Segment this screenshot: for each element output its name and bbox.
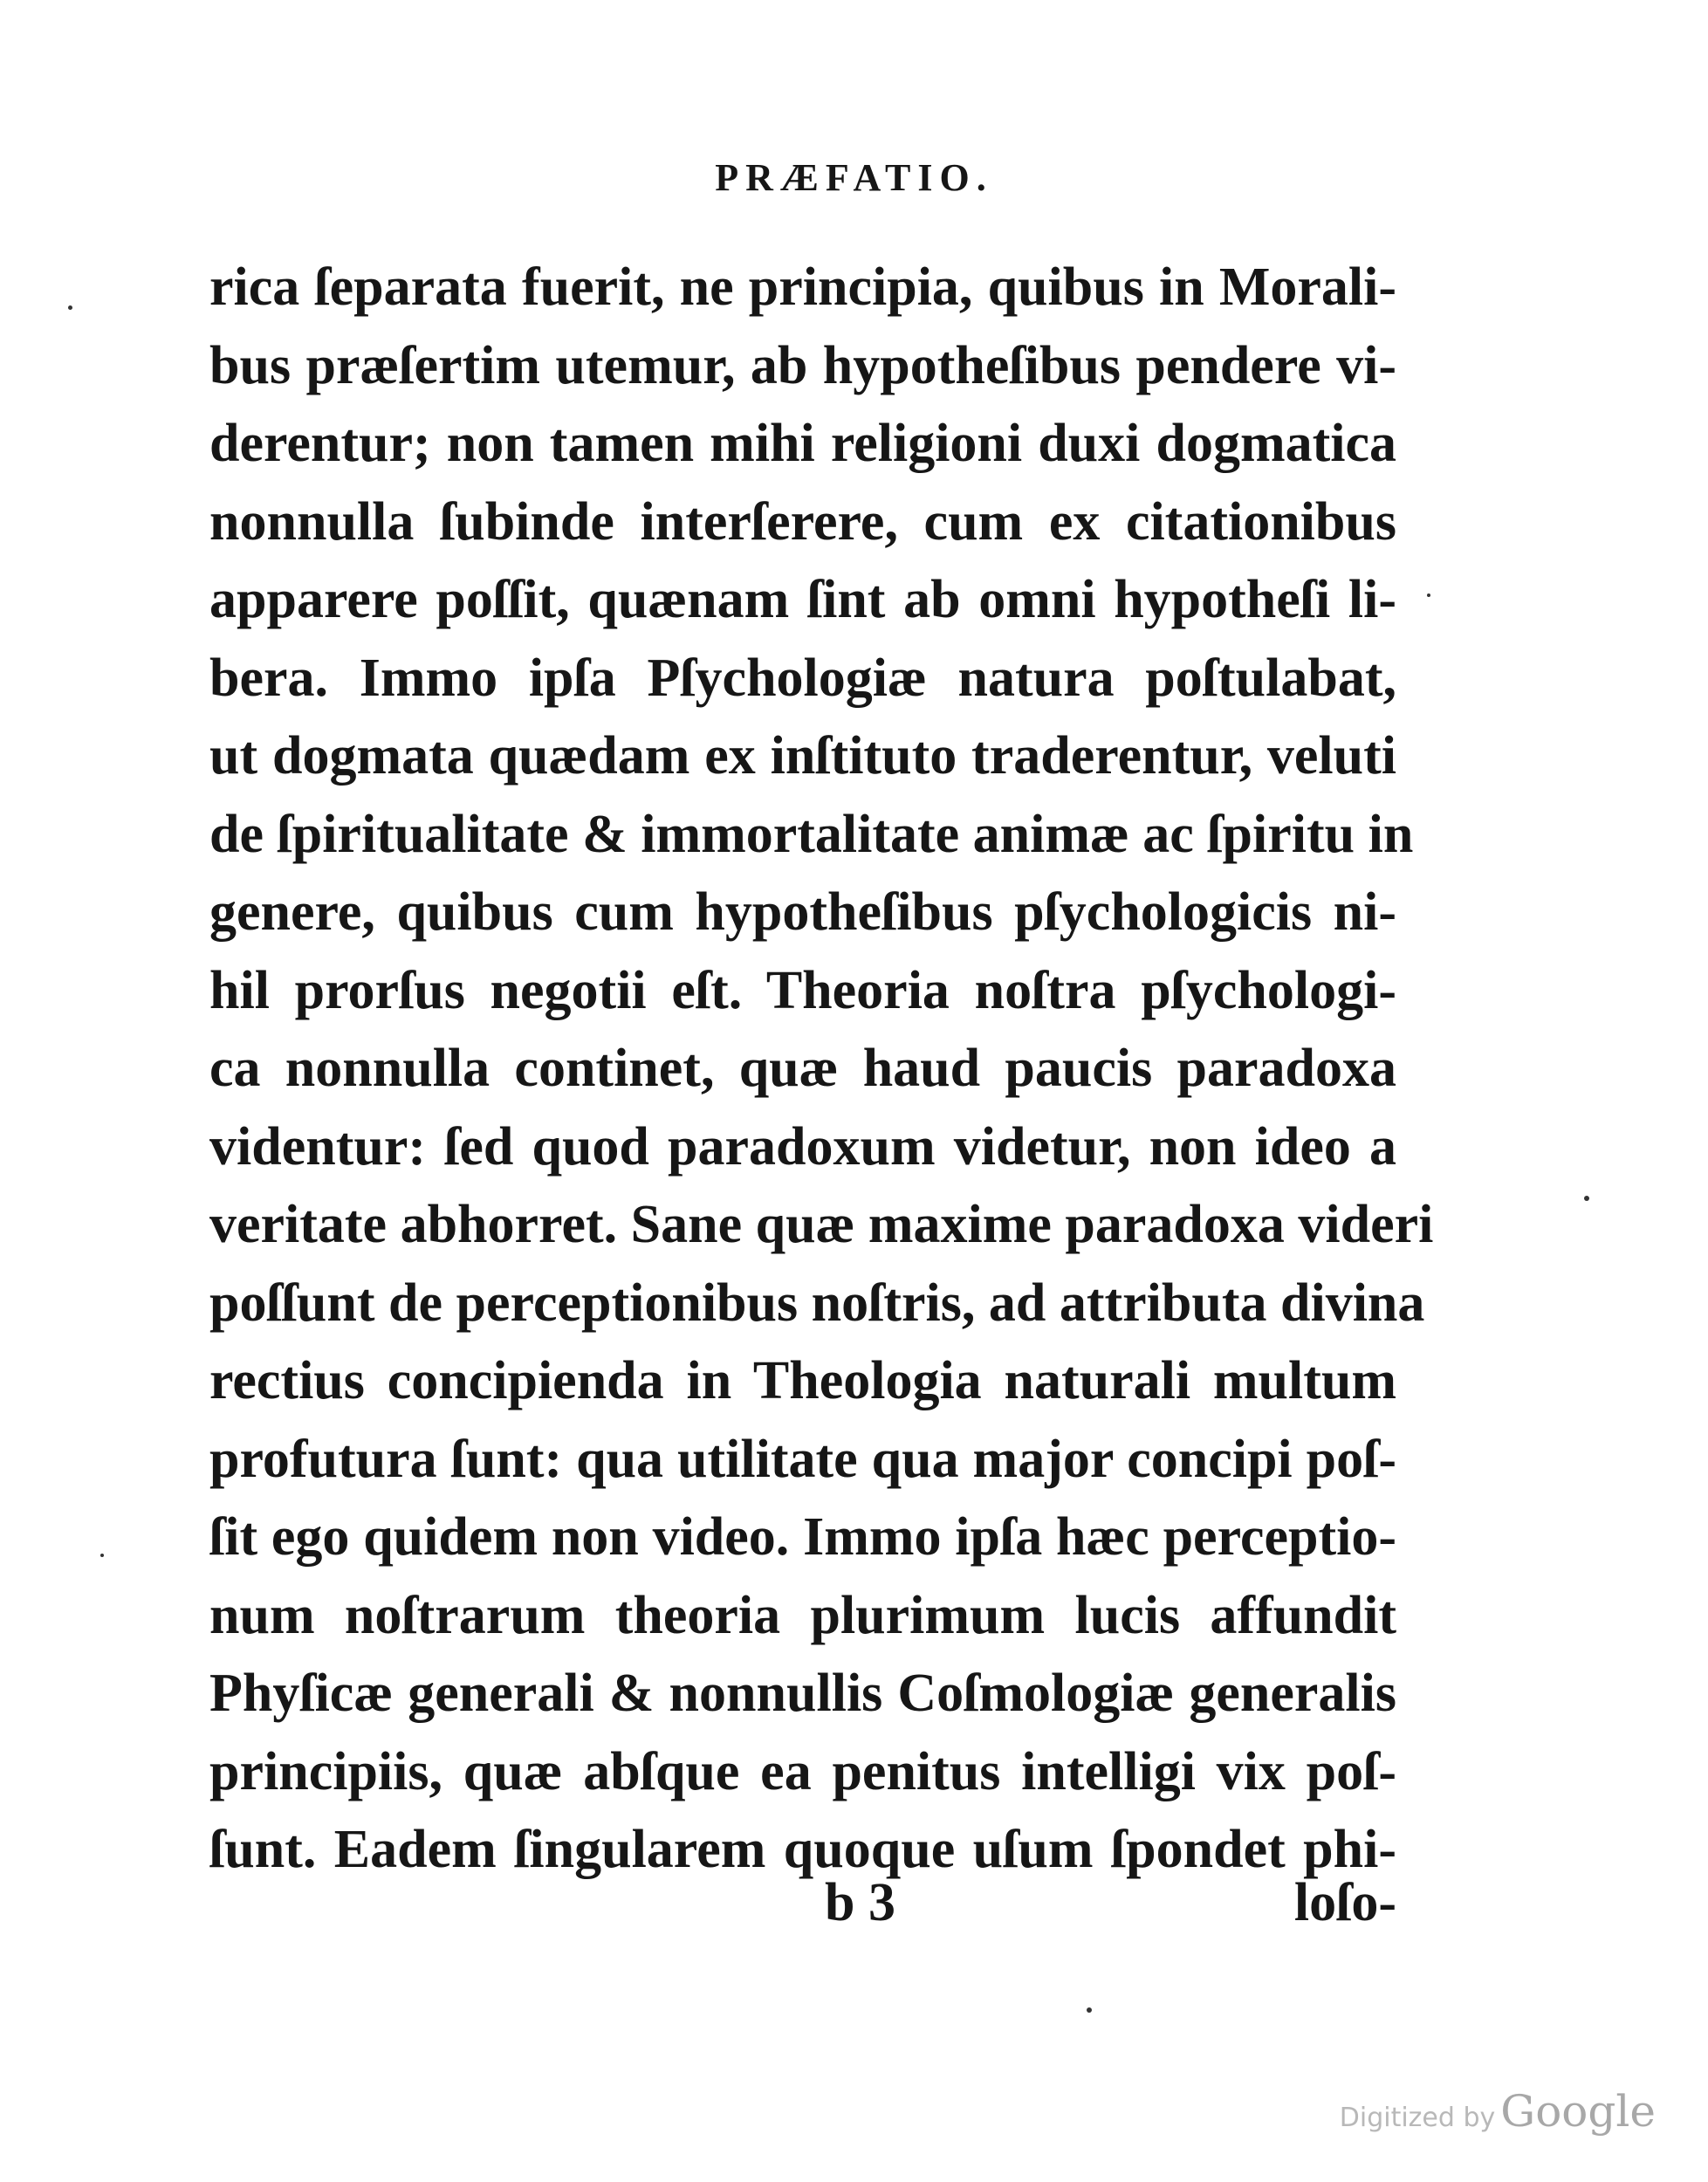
scan-speck [68,305,72,310]
text-line: hil prorſus negotii eſt. Theoria noſtra pſychologi- [209,960,1396,1020]
text-line: bera. Immo ipſa Pſychologiæ natura poſtulabat, [209,648,1396,708]
text-line: principiis, quæ abſque ea penitus intelligi vix poſ- [209,1741,1396,1801]
text-line: apparere poſſit, quænam ſint ab omni hypotheſi li- [209,570,1396,629]
text-line: ſunt. Eadem ſingularem quoque uſum ſpondet phi- [209,1820,1396,1879]
text-line: poſſunt de perceptionibus noſtris, ad attributa divina [209,1273,1425,1333]
text-line: ut dogmata quædam ex inſtituto traderentur, veluti [209,726,1396,786]
text-line: rectius concipienda in Theologia naturali multum [209,1351,1396,1410]
text-line: nonnulla ſubinde interſerere, cum ex citationibus [209,491,1396,552]
google-logo: Google [1500,2086,1656,2137]
text-line: rica ſeparata fuerit, ne principia, quibus in Morali- [209,257,1396,317]
scan-speck [1087,2007,1092,2013]
text-line: videntur: ſed quod paradoxum videtur, non ideo a [209,1116,1396,1177]
running-head: PRÆFATIO. [715,156,993,199]
scan-speck [1584,1196,1589,1201]
text-line: ca nonnulla continet, quæ haud paucis paradoxa [209,1039,1396,1098]
scan-speck [100,1554,104,1557]
text-line: num noſtrarum theoria plurimum lucis affundit [209,1585,1396,1645]
page-footer [209,1872,1396,1942]
text-line: veritate abhorret. Sane quæ maxime paradoxa videri [209,1195,1434,1254]
catchword: loſo- [1293,1873,1396,1932]
text-line: ſit ego quidem non video. Immo ipſa hæc perceptio- [209,1507,1396,1567]
text-line: derentur; non tamen mihi religioni duxi dogmatica [209,414,1396,473]
text-line: profutura ſunt: qua utilitate qua major concipi poſ- [209,1429,1396,1489]
text-line: genere, quibus cum hypotheſibus pſychologicis ni- [209,882,1396,942]
text-line: Phyſicæ generali & nonnullis Coſmologiæ generalis [209,1664,1396,1723]
signature-mark: b 3 [825,1873,895,1932]
watermark-prefix: Digitized by [1339,2103,1496,2133]
scan-speck [1427,594,1430,597]
text-line: bus præſertim utemur, ab hypotheſibus pendere vi- [209,335,1396,395]
text-line: de ſpiritualitate & immortalitate animæ ac ſpiritu in [209,804,1414,864]
body-text [209,249,1434,1890]
digitized-watermark [1340,2086,1656,2137]
